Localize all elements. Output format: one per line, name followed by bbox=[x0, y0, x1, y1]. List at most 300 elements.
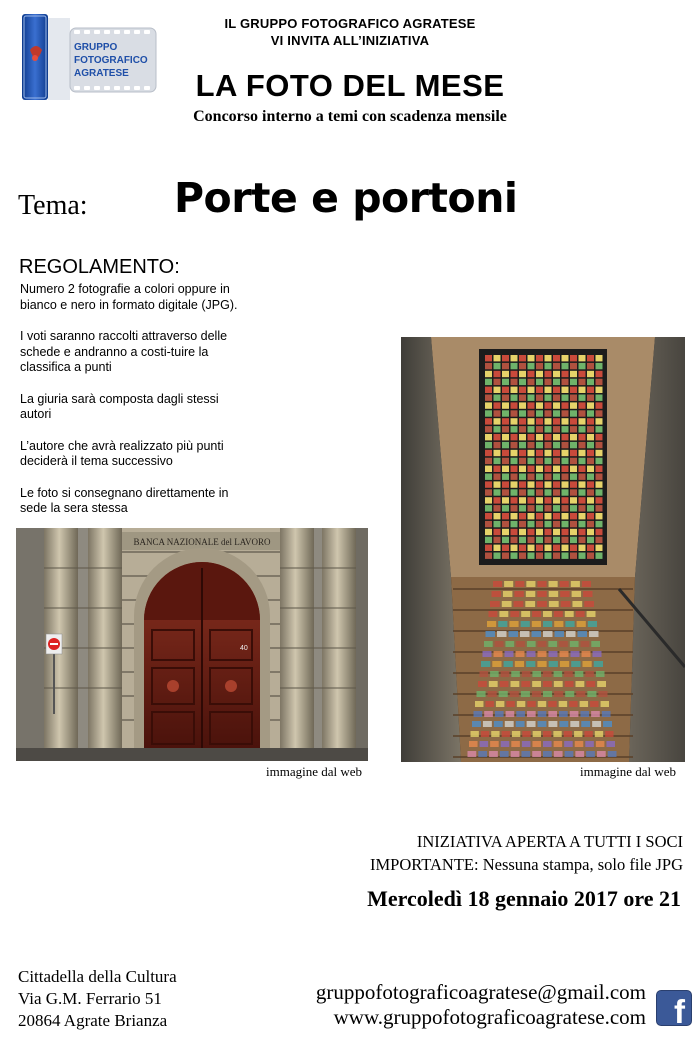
light-tile bbox=[565, 691, 574, 697]
glass-tile bbox=[485, 497, 492, 503]
right-photo-caption: immagine dal web bbox=[580, 764, 677, 779]
light-tile bbox=[497, 631, 507, 637]
glass-tile bbox=[596, 553, 603, 559]
stairwell-photo bbox=[401, 337, 685, 762]
glass-tile bbox=[562, 410, 569, 416]
glass-tile bbox=[502, 545, 509, 551]
glass-tile bbox=[570, 379, 577, 385]
glass-tile bbox=[494, 466, 501, 472]
glass-tile bbox=[545, 418, 552, 424]
facebook-icon[interactable]: f bbox=[656, 990, 692, 1026]
glass-tile bbox=[511, 379, 518, 385]
glass-tile bbox=[579, 529, 586, 535]
rule-item: Numero 2 fotografie a colori oppure in bianco e nero in formato digitale (JPG). bbox=[20, 282, 238, 312]
website-link[interactable]: www.gruppofotograficoagratese.com bbox=[333, 1005, 646, 1029]
glass-tile bbox=[502, 450, 509, 456]
light-tile bbox=[532, 611, 541, 617]
glass-tile bbox=[570, 458, 577, 464]
glass-tile bbox=[579, 434, 586, 440]
glass-tile bbox=[519, 553, 526, 559]
light-tile bbox=[554, 691, 563, 697]
glass-tile bbox=[536, 363, 543, 369]
light-tile bbox=[585, 741, 594, 747]
light-tile bbox=[565, 611, 574, 617]
glass-tile bbox=[485, 529, 492, 535]
glass-tile bbox=[511, 458, 518, 464]
glass-tile bbox=[562, 505, 569, 511]
glass-tile bbox=[587, 513, 594, 519]
glass-tile bbox=[545, 505, 552, 511]
glass-tile bbox=[562, 418, 569, 424]
glass-tile bbox=[519, 402, 526, 408]
glass-tile bbox=[587, 529, 594, 535]
light-tile bbox=[509, 631, 519, 637]
light-tile bbox=[570, 721, 579, 727]
light-tile bbox=[576, 681, 585, 687]
light-tile bbox=[494, 721, 503, 727]
glass-tile bbox=[536, 489, 543, 495]
glass-tile bbox=[545, 395, 552, 401]
glass-tile bbox=[545, 410, 552, 416]
light-tile bbox=[538, 641, 547, 647]
light-tile bbox=[516, 651, 525, 657]
glass-tile bbox=[502, 371, 509, 377]
glass-tile bbox=[579, 537, 586, 543]
glass-tile bbox=[494, 363, 501, 369]
light-tile bbox=[505, 641, 514, 647]
glass-tile bbox=[545, 545, 552, 551]
glass-tile bbox=[596, 379, 603, 385]
glass-tile bbox=[545, 481, 552, 487]
light-tile bbox=[591, 711, 600, 717]
light-tile bbox=[555, 631, 565, 637]
light-tile bbox=[500, 681, 509, 687]
glass-tile bbox=[528, 489, 535, 495]
light-tile bbox=[484, 641, 493, 647]
light-tile bbox=[532, 691, 541, 697]
glass-tile bbox=[587, 387, 594, 393]
glass-tile bbox=[570, 545, 577, 551]
glass-tile bbox=[528, 387, 535, 393]
header-line-1: IL GRUPPO FOTOGRAFICO AGRATESE bbox=[224, 16, 476, 31]
glass-tile bbox=[536, 387, 543, 393]
glass-tile bbox=[502, 442, 509, 448]
glass-tile bbox=[511, 513, 518, 519]
glass-tile bbox=[596, 450, 603, 456]
glass-tile bbox=[553, 387, 560, 393]
glass-tile bbox=[562, 489, 569, 495]
light-tile bbox=[601, 701, 609, 707]
glass-tile bbox=[519, 505, 526, 511]
glass-tile bbox=[536, 442, 543, 448]
light-tile bbox=[483, 651, 492, 657]
light-tile bbox=[560, 581, 569, 587]
glass-tile bbox=[553, 481, 560, 487]
glass-tile bbox=[587, 537, 594, 543]
light-tile bbox=[576, 611, 585, 617]
light-tile bbox=[548, 721, 557, 727]
light-tile bbox=[549, 661, 558, 667]
light-tile bbox=[506, 701, 514, 707]
glass-tile bbox=[536, 426, 543, 432]
glass-tile bbox=[485, 379, 492, 385]
light-tile bbox=[565, 681, 574, 687]
light-tile bbox=[522, 731, 530, 737]
glass-tile bbox=[570, 474, 577, 480]
light-tile bbox=[554, 611, 563, 617]
email-link[interactable]: gruppofotograficoagratese@gmail.com bbox=[315, 980, 646, 1004]
light-tile bbox=[597, 751, 606, 757]
light-tile bbox=[485, 701, 493, 707]
glass-tile bbox=[587, 371, 594, 377]
glass-tile bbox=[485, 371, 492, 377]
glass-tile bbox=[562, 537, 569, 543]
light-tile bbox=[521, 611, 530, 617]
logo-line-1: GRUPPO bbox=[74, 42, 118, 53]
light-tile bbox=[595, 731, 603, 737]
glass-tile bbox=[502, 379, 509, 385]
glass-tile bbox=[528, 371, 535, 377]
light-tile bbox=[586, 751, 595, 757]
glass-tile bbox=[536, 545, 543, 551]
light-tile bbox=[586, 681, 595, 687]
glass-tile bbox=[536, 553, 543, 559]
light-tile bbox=[597, 681, 606, 687]
glass-tile bbox=[519, 545, 526, 551]
glass-tile bbox=[511, 371, 518, 377]
light-tile bbox=[486, 631, 496, 637]
glass-tile bbox=[562, 434, 569, 440]
glass-tile bbox=[485, 489, 492, 495]
glass-tile bbox=[485, 418, 492, 424]
light-tile bbox=[514, 601, 524, 607]
light-tile bbox=[560, 591, 569, 597]
glass-tile bbox=[511, 521, 518, 527]
glass-tile bbox=[596, 395, 603, 401]
rule-item: L’autore che avrà realizzato più punti deciderà il tema successivo bbox=[20, 438, 224, 468]
theme-value: Porte e portoni bbox=[174, 174, 518, 222]
light-tile bbox=[521, 621, 530, 627]
door-photo bbox=[16, 528, 368, 761]
glass-tile bbox=[596, 545, 603, 551]
glass-tile bbox=[528, 497, 535, 503]
glass-tile bbox=[502, 387, 509, 393]
glass-tile bbox=[536, 458, 543, 464]
glass-tile bbox=[570, 442, 577, 448]
glass-tile bbox=[587, 434, 594, 440]
glass-tile bbox=[502, 489, 509, 495]
light-tile bbox=[564, 741, 573, 747]
light-tile bbox=[538, 711, 547, 717]
glass-tile bbox=[511, 442, 518, 448]
glass-tile bbox=[562, 545, 569, 551]
light-tile bbox=[532, 671, 541, 677]
glass-tile bbox=[579, 402, 586, 408]
glass-tile bbox=[494, 395, 501, 401]
glass-tile bbox=[519, 489, 526, 495]
glass-tile bbox=[519, 529, 526, 535]
glass-tile bbox=[536, 505, 543, 511]
glass-tile bbox=[519, 395, 526, 401]
glass-tile bbox=[519, 481, 526, 487]
light-tile bbox=[580, 701, 588, 707]
light-tile bbox=[603, 721, 612, 727]
glass-tile bbox=[579, 418, 586, 424]
light-tile bbox=[564, 731, 572, 737]
light-tile bbox=[498, 621, 507, 627]
glass-tile bbox=[528, 474, 535, 480]
glass-tile bbox=[570, 505, 577, 511]
glass-tile bbox=[562, 458, 569, 464]
glass-tile bbox=[536, 410, 543, 416]
glass-tile bbox=[485, 537, 492, 543]
glass-tile bbox=[553, 402, 560, 408]
glass-tile bbox=[596, 505, 603, 511]
glass-tile bbox=[536, 395, 543, 401]
glass-tile bbox=[502, 395, 509, 401]
glass-tile bbox=[511, 545, 518, 551]
glass-tile bbox=[596, 371, 603, 377]
glass-tile bbox=[587, 426, 594, 432]
glass-tile bbox=[494, 513, 501, 519]
light-tile bbox=[510, 691, 519, 697]
glass-tile bbox=[596, 458, 603, 464]
glass-tile bbox=[553, 379, 560, 385]
glass-tile bbox=[570, 481, 577, 487]
glass-tile bbox=[587, 410, 594, 416]
house-number: 40 bbox=[240, 645, 248, 652]
glass-tile bbox=[562, 426, 569, 432]
glass-tile bbox=[511, 402, 518, 408]
glass-tile bbox=[562, 481, 569, 487]
glass-tile bbox=[570, 402, 577, 408]
light-tile bbox=[583, 591, 592, 597]
glass-tile bbox=[502, 529, 509, 535]
light-tile bbox=[559, 641, 568, 647]
address-line: Via G.M. Ferrario 51 bbox=[18, 989, 162, 1008]
glass-tile bbox=[536, 497, 543, 503]
light-tile bbox=[526, 581, 535, 587]
glass-tile bbox=[562, 371, 569, 377]
glass-tile bbox=[587, 489, 594, 495]
light-tile bbox=[572, 601, 582, 607]
light-tile bbox=[501, 741, 510, 747]
glass-tile bbox=[536, 379, 543, 385]
glass-tile bbox=[553, 529, 560, 535]
light-tile bbox=[548, 701, 556, 707]
address-block bbox=[18, 966, 177, 1032]
light-tile bbox=[521, 681, 530, 687]
glass-tile bbox=[587, 521, 594, 527]
glass-tile bbox=[579, 355, 586, 361]
light-tile bbox=[490, 741, 499, 747]
glass-tile bbox=[596, 410, 603, 416]
glass-tile bbox=[528, 426, 535, 432]
glass-tile bbox=[519, 355, 526, 361]
glass-tile bbox=[596, 481, 603, 487]
glass-tile bbox=[485, 402, 492, 408]
light-tile bbox=[489, 681, 498, 687]
glass-tile bbox=[562, 363, 569, 369]
light-tile bbox=[588, 621, 597, 627]
glass-tile bbox=[596, 355, 603, 361]
light-tile bbox=[591, 641, 600, 647]
light-tile bbox=[515, 581, 524, 587]
glass-tile bbox=[545, 466, 552, 472]
light-tile bbox=[472, 721, 481, 727]
light-tile bbox=[549, 591, 558, 597]
glass-tile bbox=[494, 545, 501, 551]
glass-tile bbox=[528, 442, 535, 448]
light-tile bbox=[549, 651, 558, 657]
page-title: LA FOTO DEL MESE bbox=[195, 68, 505, 103]
glass-tile bbox=[596, 513, 603, 519]
glass-tile bbox=[511, 537, 518, 543]
light-tile bbox=[490, 671, 499, 677]
light-tile bbox=[511, 681, 520, 687]
glass-tile bbox=[511, 387, 518, 393]
glass-tile bbox=[511, 395, 518, 401]
glass-tile bbox=[502, 521, 509, 527]
glass-tile bbox=[502, 410, 509, 416]
glass-tile bbox=[528, 521, 535, 527]
glass-tile bbox=[485, 387, 492, 393]
light-tile bbox=[592, 721, 601, 727]
glass-tile bbox=[511, 363, 518, 369]
light-tile bbox=[517, 701, 525, 707]
glass-tile bbox=[596, 418, 603, 424]
glass-tile bbox=[545, 363, 552, 369]
light-tile bbox=[512, 731, 520, 737]
glass-tile bbox=[519, 466, 526, 472]
glass-tile bbox=[536, 537, 543, 543]
glass-tile bbox=[494, 505, 501, 511]
light-tile bbox=[499, 691, 508, 697]
glass-tile bbox=[519, 387, 526, 393]
glass-tile bbox=[502, 505, 509, 511]
light-tile bbox=[570, 641, 579, 647]
light-tile bbox=[509, 621, 518, 627]
light-tile bbox=[543, 681, 552, 687]
glass-tile bbox=[494, 529, 501, 535]
glass-tile bbox=[519, 426, 526, 432]
glass-tile bbox=[494, 410, 501, 416]
glass-tile bbox=[485, 442, 492, 448]
glass-tile bbox=[553, 395, 560, 401]
glass-tile bbox=[553, 553, 560, 559]
glass-tile bbox=[528, 529, 535, 535]
glass-tile bbox=[553, 434, 560, 440]
header-line-2: VI INVITA ALL’INIZIATIVA bbox=[270, 33, 430, 48]
light-tile bbox=[502, 731, 510, 737]
light-tile bbox=[561, 601, 571, 607]
glass-tile bbox=[511, 474, 518, 480]
light-tile bbox=[587, 611, 596, 617]
light-tile bbox=[543, 731, 551, 737]
light-tile bbox=[477, 691, 486, 697]
light-tile bbox=[480, 741, 489, 747]
glass-tile bbox=[570, 410, 577, 416]
glass-tile bbox=[528, 379, 535, 385]
bank-sign: BANCA NAZIONALE del LAVORO bbox=[133, 537, 271, 547]
light-tile bbox=[584, 601, 594, 607]
light-tile bbox=[532, 631, 542, 637]
glass-tile bbox=[579, 481, 586, 487]
glass-tile bbox=[545, 450, 552, 456]
glass-tile bbox=[528, 545, 535, 551]
glass-tile bbox=[511, 418, 518, 424]
glass-tile bbox=[528, 466, 535, 472]
glass-tile bbox=[536, 402, 543, 408]
glass-tile bbox=[545, 521, 552, 527]
glass-tile bbox=[596, 521, 603, 527]
glass-tile bbox=[502, 434, 509, 440]
glass-tile bbox=[485, 355, 492, 361]
light-tile bbox=[527, 701, 535, 707]
light-tile bbox=[493, 581, 502, 587]
glass-tile bbox=[528, 458, 535, 464]
light-tile bbox=[527, 711, 536, 717]
glass-tile bbox=[553, 545, 560, 551]
light-tile bbox=[526, 661, 535, 667]
glass-tile bbox=[579, 489, 586, 495]
light-tile bbox=[478, 681, 487, 687]
glass-tile bbox=[511, 529, 518, 535]
light-tile bbox=[478, 751, 487, 757]
glass-tile bbox=[553, 489, 560, 495]
glass-tile bbox=[553, 513, 560, 519]
glass-tile bbox=[485, 545, 492, 551]
light-tile bbox=[474, 711, 483, 717]
glass-tile bbox=[519, 458, 526, 464]
glass-tile bbox=[536, 521, 543, 527]
light-tile bbox=[480, 671, 489, 677]
glass-tile bbox=[545, 474, 552, 480]
glass-tile bbox=[519, 521, 526, 527]
glass-tile bbox=[545, 529, 552, 535]
glass-tile bbox=[545, 513, 552, 519]
glass-tile bbox=[528, 481, 535, 487]
glass-tile bbox=[596, 537, 603, 543]
glass-tile bbox=[553, 497, 560, 503]
light-tile bbox=[606, 741, 615, 747]
glass-tile bbox=[596, 497, 603, 503]
open-to-text: INIZIATIVA APERTA A TUTTI I SOCI bbox=[416, 832, 683, 851]
glass-tile bbox=[536, 474, 543, 480]
glass-tile bbox=[570, 363, 577, 369]
glass-tile bbox=[587, 363, 594, 369]
theme-label: Tema: bbox=[18, 190, 88, 221]
glass-tile bbox=[494, 450, 501, 456]
light-tile bbox=[543, 691, 552, 697]
glass-tile bbox=[587, 553, 594, 559]
light-tile bbox=[527, 651, 536, 657]
light-tile bbox=[501, 671, 510, 677]
glass-tile bbox=[502, 497, 509, 503]
light-tile bbox=[543, 751, 552, 757]
glass-tile bbox=[511, 489, 518, 495]
light-tile bbox=[516, 641, 525, 647]
glass-tile bbox=[579, 426, 586, 432]
glass-tile bbox=[579, 410, 586, 416]
light-tile bbox=[489, 611, 498, 617]
glass-tile bbox=[528, 355, 535, 361]
light-tile bbox=[549, 581, 558, 587]
glass-tile bbox=[562, 474, 569, 480]
glass-tile bbox=[570, 434, 577, 440]
glass-tile bbox=[587, 497, 594, 503]
light-tile bbox=[492, 661, 501, 667]
